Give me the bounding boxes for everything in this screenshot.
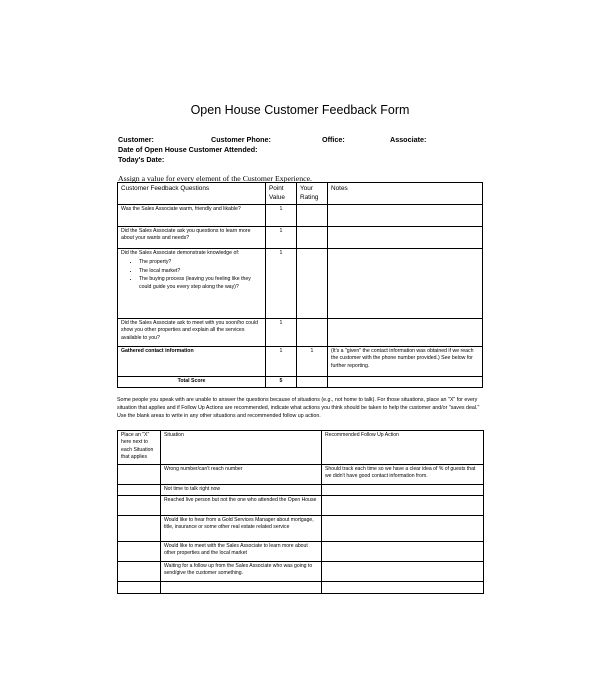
- notes-cell[interactable]: [328, 248, 483, 318]
- associate-label: Associate:: [390, 135, 427, 144]
- action-cell[interactable]: [322, 496, 484, 516]
- assign-instruction: Assign a value for every element of the Customer Experience.: [118, 174, 312, 183]
- table-row: [118, 465, 484, 485]
- mark-cell[interactable]: [118, 562, 161, 582]
- knowledge-list: [121, 259, 262, 291]
- table-row: [118, 318, 483, 346]
- table-row: [118, 204, 483, 226]
- list-item: • The local market?: [139, 268, 262, 276]
- mark-cell[interactable]: [118, 485, 161, 496]
- your-rating-header: Your Rating: [297, 183, 328, 205]
- place-x-header: Place an "X" here next to each Situation that applies: [118, 431, 161, 465]
- total-score-label: Total Score: [118, 376, 266, 387]
- total-row: [118, 376, 483, 387]
- notes-cell[interactable]: (It's a "given" the contact information was obtained if we reach the customer with the phone number provided.) See below for further reporting.: [328, 346, 483, 376]
- point-value-header: Point Value: [266, 183, 297, 205]
- action-cell[interactable]: [322, 516, 484, 542]
- situation-cell[interactable]: [161, 582, 322, 594]
- point-value-cell: 1: [266, 248, 297, 318]
- form-title: Open House Customer Feedback Form: [190, 103, 410, 117]
- date-attended-label: Date of Open House Customer Attended:: [118, 145, 258, 154]
- list-item: • The buying process (leaving you feeling like they could guide you every step along the way)?: [139, 276, 262, 291]
- table-row: [118, 485, 484, 496]
- mark-cell[interactable]: [118, 516, 161, 542]
- notes-cell[interactable]: [328, 226, 483, 248]
- question-cell: Did the Sales Associate ask you questions to learn more about your wants and needs?: [118, 226, 266, 248]
- todays-date-label: Today's Date:: [118, 155, 165, 164]
- list-item: • The property?: [139, 259, 262, 267]
- rating-cell[interactable]: 1: [297, 346, 328, 376]
- table-row: [118, 496, 484, 516]
- customer-phone-label: Customer Phone:: [211, 135, 271, 144]
- question-cell: Gathered contact information: [118, 346, 266, 376]
- point-value-cell: 1: [266, 318, 297, 346]
- situation-cell: Would like to hear from a Gold Services Manager about mortgage, title, insurance or some other real estate related service: [161, 516, 322, 542]
- notes-cell[interactable]: [328, 318, 483, 346]
- notes-header: Notes: [328, 183, 483, 205]
- situation-cell: Reached live person but not the one who attended the Open House: [161, 496, 322, 516]
- rating-cell[interactable]: [297, 248, 328, 318]
- questions-header: Customer Feedback Questions: [118, 183, 266, 205]
- situation-cell: Waiting for a follow up from the Sales Associate who was going to send/give the customer something.: [161, 562, 322, 582]
- action-cell[interactable]: [322, 562, 484, 582]
- total-score-value: 5: [266, 376, 297, 387]
- situation-table: [117, 430, 484, 594]
- table-row: [118, 582, 484, 594]
- rating-cell[interactable]: [297, 318, 328, 346]
- table-row: [118, 226, 483, 248]
- action-cell[interactable]: Should track each time so we have a clear idea of % of guests that we didn't have good contact information from.: [322, 465, 484, 485]
- table-row: [118, 542, 484, 562]
- question-cell: [118, 248, 266, 318]
- feedback-table: [117, 182, 483, 388]
- feedback-header-row: [118, 183, 483, 205]
- follow-up-header: Recommended Follow Up Action: [322, 431, 484, 465]
- situations-instructions: Some people you speak with are unable to answer the questions because of situations (e.g., not home to talk). For those situations, place an "X" for every situation that applies and if Follow Up Actions are recommended, indicate what actions you think should be taken to help the customer and/or "saves deal." Use the blank areas to write in any other situations and recommended follow up action.: [117, 397, 480, 419]
- table-row: [118, 346, 483, 376]
- office-label: Office:: [322, 135, 345, 144]
- rating-cell[interactable]: [297, 226, 328, 248]
- question-cell: Did the Sales Associate ask to meet with you soon/ho could show you other properties and explain all the services available to you?: [118, 318, 266, 346]
- table-row: [118, 248, 483, 318]
- mark-cell[interactable]: [118, 496, 161, 516]
- total-rating-cell[interactable]: [297, 376, 328, 387]
- total-notes-cell[interactable]: [328, 376, 483, 387]
- rating-cell[interactable]: [297, 204, 328, 226]
- notes-cell[interactable]: [328, 204, 483, 226]
- table-row: [118, 562, 484, 582]
- customer-label: Customer:: [118, 135, 154, 144]
- knowledge-question: Did the Sales Associate demonstrate knowledge of:: [121, 249, 240, 256]
- point-value-cell: 1: [266, 204, 297, 226]
- point-value-cell: 1: [266, 226, 297, 248]
- action-cell[interactable]: [322, 485, 484, 496]
- situation-header-row: [118, 431, 484, 465]
- mark-cell[interactable]: [118, 465, 161, 485]
- situation-header: Situation: [161, 431, 322, 465]
- question-cell: Was the Sales Associate warm, friendly and likable?: [118, 204, 266, 226]
- action-cell[interactable]: [322, 582, 484, 594]
- situation-cell: Wrong number/can't reach number: [161, 465, 322, 485]
- mark-cell[interactable]: [118, 582, 161, 594]
- mark-cell[interactable]: [118, 542, 161, 562]
- table-row: [118, 516, 484, 542]
- action-cell[interactable]: [322, 542, 484, 562]
- situation-cell: Would like to meet with the Sales Associate to learn more about other properties and the local market: [161, 542, 322, 562]
- point-value-cell: 1: [266, 346, 297, 376]
- situation-cell: Not time to talk right now: [161, 485, 322, 496]
